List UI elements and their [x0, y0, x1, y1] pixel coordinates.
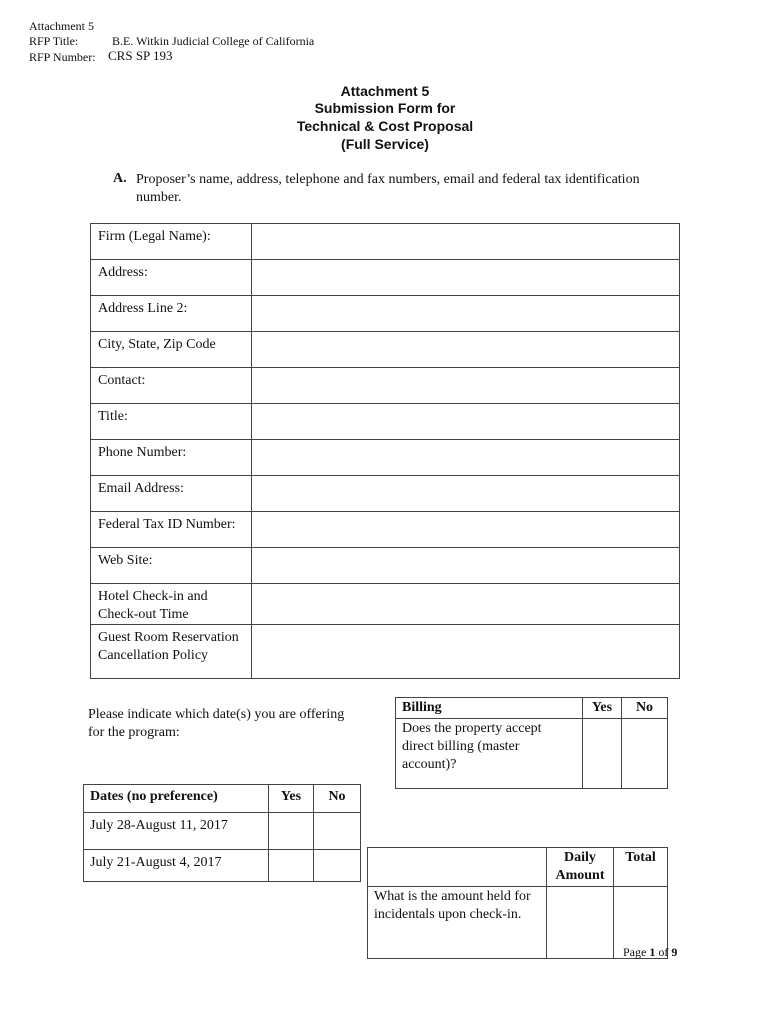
dates-header-row	[84, 785, 361, 813]
firm-field-label: Hotel Check-in and Check-out Time	[91, 584, 252, 625]
firm-field-row	[91, 476, 680, 512]
firm-field-row	[91, 404, 680, 440]
firm-field-value[interactable]	[252, 260, 680, 296]
firm-field-label: Web Site:	[91, 548, 252, 584]
dates-row-no-cell[interactable]	[314, 813, 361, 850]
header-rfp-number-label: RFP Number:	[29, 50, 96, 64]
page-number	[623, 945, 677, 960]
header-rfp-title-label: RFP Title:	[29, 34, 79, 48]
firm-field-row	[91, 368, 680, 404]
dates-row-label: July 28-August 11, 2017	[84, 813, 269, 850]
dates-header-no: No	[314, 785, 361, 813]
billing-header-yes: Yes	[583, 698, 622, 719]
page-of-label: of	[658, 945, 669, 959]
firm-field-row	[91, 260, 680, 296]
firm-field-value[interactable]	[252, 440, 680, 476]
section-a-text: Proposer’s name, address, telephone and fax numbers, email and federal tax identification number.	[136, 172, 640, 205]
dates-row	[84, 850, 361, 882]
firm-field-row	[91, 625, 680, 679]
dates-table	[83, 784, 361, 882]
incidentals-header-row	[368, 848, 668, 887]
firm-field-label: Contact:	[91, 368, 252, 404]
firm-field-label: Firm (Legal Name):	[91, 224, 252, 260]
billing-header-label: Billing	[396, 698, 583, 719]
firm-field-label: Phone Number:	[91, 440, 252, 476]
firm-field-row	[91, 332, 680, 368]
billing-table	[395, 697, 668, 789]
header-attachment: Attachment 5	[29, 19, 94, 33]
firm-field-value[interactable]	[252, 296, 680, 332]
incidentals-table	[367, 847, 668, 959]
header-rfp-title-value: B.E. Witkin Judicial College of California	[112, 34, 315, 48]
firm-field-row	[91, 584, 680, 625]
firm-field-value[interactable]	[252, 476, 680, 512]
page-total: 9	[671, 945, 678, 959]
firm-field-label: City, State, Zip Code	[91, 332, 252, 368]
dates-row-no-cell[interactable]	[314, 850, 361, 882]
firm-field-value[interactable]	[252, 404, 680, 440]
firm-field-value[interactable]	[252, 332, 680, 368]
firm-field-label: Address:	[91, 260, 252, 296]
dates-row-yes-cell[interactable]	[269, 850, 314, 882]
billing-question: Does the property accept direct billing (master account)?	[396, 719, 583, 789]
firm-info-table	[90, 223, 680, 679]
firm-field-value[interactable]	[252, 584, 680, 625]
firm-field-row	[91, 548, 680, 584]
section-a-marker: A.	[113, 171, 127, 186]
billing-no-cell[interactable]	[622, 719, 668, 789]
incidentals-header-daily: Daily Amount	[547, 848, 614, 887]
dates-row-yes-cell[interactable]	[269, 813, 314, 850]
title-line-1: Attachment 5	[340, 83, 430, 99]
incidentals-header-total: Total	[614, 848, 668, 887]
dates-header-yes: Yes	[269, 785, 314, 813]
title-line-2: Submission Form for	[314, 100, 456, 116]
firm-field-value[interactable]	[252, 224, 680, 260]
firm-field-value[interactable]	[252, 368, 680, 404]
header-rfp-number-value: CRS SP 193	[108, 48, 173, 63]
firm-field-label: Federal Tax ID Number:	[91, 512, 252, 548]
incidentals-daily-cell[interactable]	[547, 887, 614, 959]
firm-field-row	[91, 296, 680, 332]
dates-row-label: July 21-August 4, 2017	[84, 850, 269, 882]
dates-header-label: Dates (no preference)	[84, 785, 269, 813]
title-line-3: Technical & Cost Proposal	[296, 118, 474, 134]
billing-row	[396, 719, 668, 789]
firm-field-row	[91, 224, 680, 260]
firm-field-row	[91, 440, 680, 476]
dates-row	[84, 813, 361, 850]
firm-field-label: Guest Room Reservation Cancellation Policy	[91, 625, 252, 679]
page-label: Page	[623, 945, 647, 959]
firm-field-label: Address Line 2:	[91, 296, 252, 332]
incidentals-header-blank	[368, 848, 547, 887]
firm-field-value[interactable]	[252, 512, 680, 548]
incidentals-question: What is the amount held for incidentals upon check-in.	[368, 887, 547, 959]
firm-field-value[interactable]	[252, 548, 680, 584]
firm-field-value[interactable]	[252, 625, 680, 679]
dates-prompt: Please indicate which date(s) you are offering for the program:	[88, 707, 345, 740]
title-line-4: (Full Service)	[341, 136, 429, 152]
billing-header-no: No	[622, 698, 668, 719]
firm-field-label: Email Address:	[91, 476, 252, 512]
firm-field-row	[91, 512, 680, 548]
firm-field-label: Title:	[91, 404, 252, 440]
billing-yes-cell[interactable]	[583, 719, 622, 789]
billing-header-row	[396, 698, 668, 719]
page-current: 1	[649, 945, 656, 959]
